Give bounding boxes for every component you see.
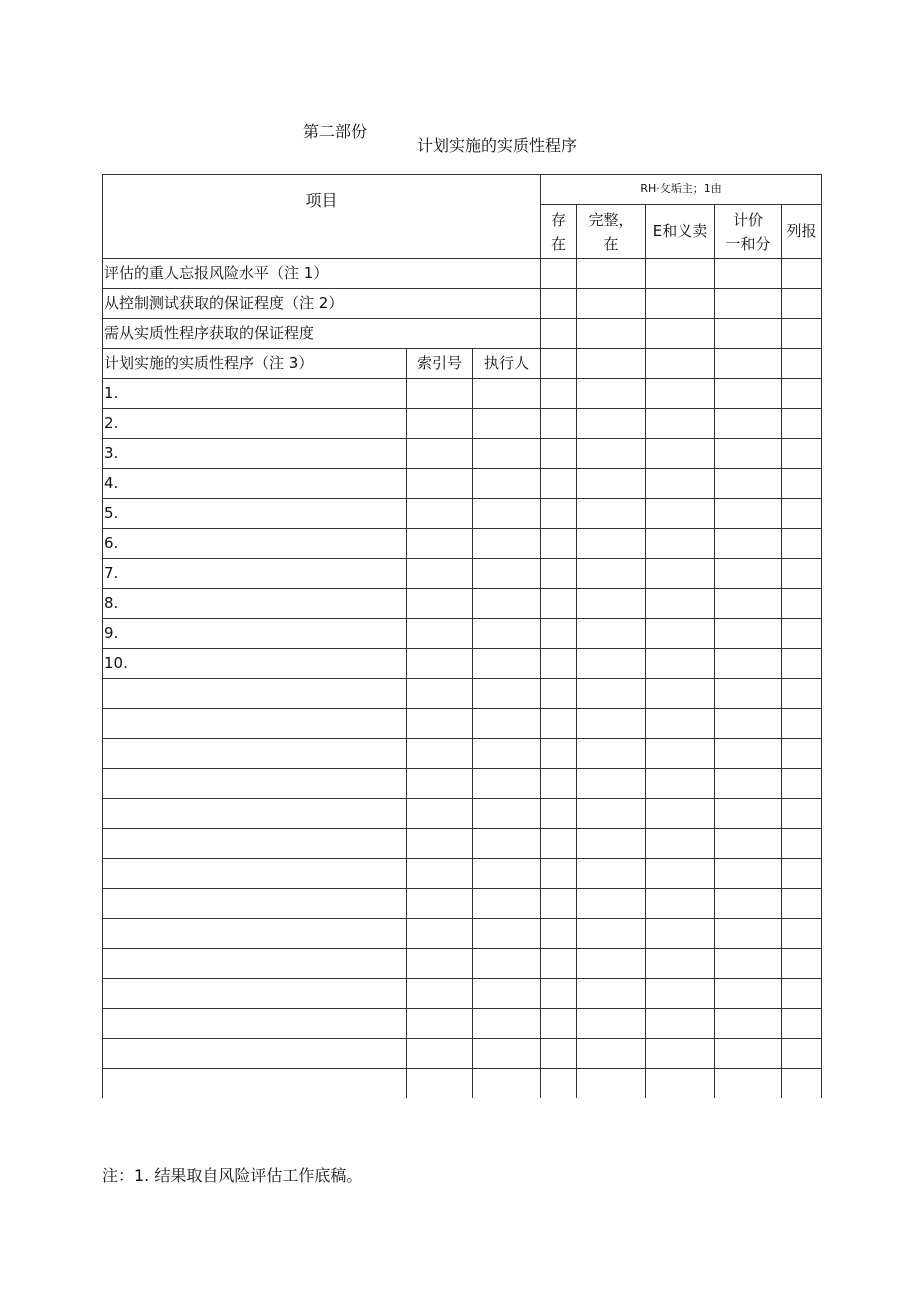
procedure-cell: 10.: [103, 649, 407, 679]
table-row: [103, 829, 822, 859]
procedure-cell: 6.: [103, 529, 407, 559]
table-row: [103, 769, 822, 799]
procedure-cell: [103, 679, 407, 709]
procedure-cell: [103, 829, 407, 859]
procedures-label: 计划实施的实质性程序（注 3）: [103, 349, 407, 379]
procedure-cell: [103, 859, 407, 889]
table-row: [103, 619, 822, 649]
procedure-cell: [103, 889, 407, 919]
table-row: [103, 799, 822, 829]
procedure-cell: [103, 799, 407, 829]
procedure-cell: 5.: [103, 499, 407, 529]
table-row: [103, 859, 822, 889]
table-row: [103, 709, 822, 739]
row-label-needed: 需从实质性程序获取的保证程度: [103, 319, 541, 349]
table-row: [103, 379, 822, 409]
procedure-cell: [103, 709, 407, 739]
part-label: 第二部份: [303, 122, 368, 141]
procedure-cell: 2.: [103, 409, 407, 439]
header-assertions: RH·攵垢主；1由: [541, 175, 822, 205]
table-row: [103, 589, 822, 619]
header-valuation: 计价 一和分: [715, 205, 782, 259]
table-row: [103, 289, 822, 319]
table-row: [103, 1039, 822, 1069]
table-row: [103, 319, 822, 349]
table-row: [103, 469, 822, 499]
procedure-cell: [103, 1009, 407, 1039]
header-rights: E和义卖: [646, 205, 715, 259]
procedure-cell: [103, 1039, 407, 1069]
procedure-cell: [103, 979, 407, 1009]
table-row: [103, 739, 822, 769]
index-header: 索引号: [407, 349, 473, 379]
table-row: [103, 649, 822, 679]
procedure-cell: [103, 919, 407, 949]
table-row: [103, 499, 822, 529]
substantive-procedures-table: [102, 174, 822, 1098]
header-existence: 存 在: [541, 205, 577, 259]
procedure-cell: 8.: [103, 589, 407, 619]
section-title: 计划实施的实质性程序: [417, 136, 578, 155]
procedure-cell: [103, 769, 407, 799]
table-row: [103, 439, 822, 469]
table-row: [103, 889, 822, 919]
table-row: [103, 979, 822, 1009]
procedure-cell: [103, 739, 407, 769]
procedure-cell: [103, 1069, 407, 1099]
row-label-control: 从控制测试获取的保证程度（注 2）: [103, 289, 541, 319]
table-row: [103, 259, 822, 289]
table-row: [103, 349, 822, 379]
table-row: [103, 679, 822, 709]
header-item: 项目: [103, 175, 541, 259]
procedure-cell: [103, 949, 407, 979]
procedure-cell: 9.: [103, 619, 407, 649]
table-row: [103, 559, 822, 589]
footnote: 注：1. 结果取自风险评估工作底稿。: [102, 1166, 363, 1185]
table-row: [103, 1069, 822, 1099]
table-row: [103, 919, 822, 949]
row-label-risk: 评估的重人忘报风险水平（注 1）: [103, 259, 541, 289]
table-row: [103, 409, 822, 439]
performer-header: 执行人: [473, 349, 541, 379]
procedure-cell: 4.: [103, 469, 407, 499]
header-presentation: 列报: [782, 205, 822, 259]
table-row: [103, 949, 822, 979]
header-completeness: 完整， 在: [577, 205, 646, 259]
procedure-cell: 1.: [103, 379, 407, 409]
table-row: [103, 1009, 822, 1039]
table-row: [103, 529, 822, 559]
procedure-cell: 3.: [103, 439, 407, 469]
procedure-cell: 7.: [103, 559, 407, 589]
